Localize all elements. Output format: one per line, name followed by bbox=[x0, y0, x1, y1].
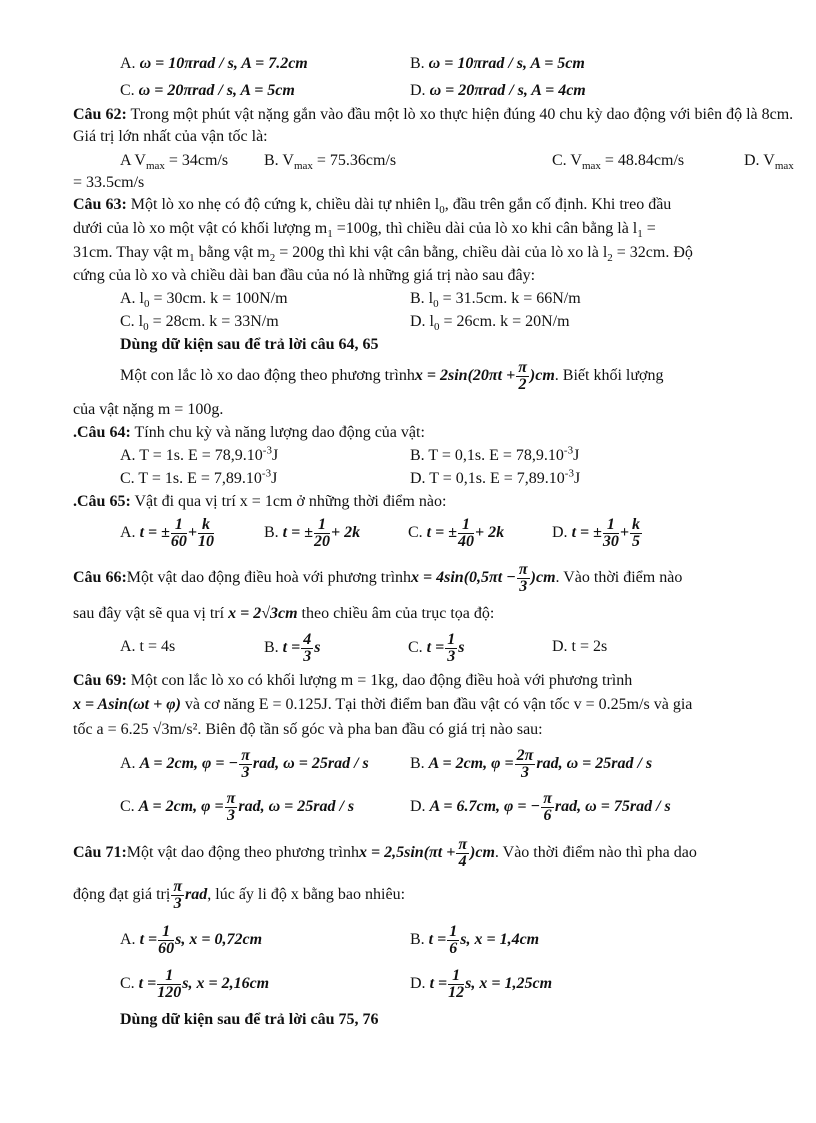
question-63-line3: 31cm. Thay vật $m_1$ bằng vật $m_2 = 200g$ thì khi vật cân bằng, chiều dài của lò xo là $l_2 = 32cm$. Độ bbox=[73, 244, 693, 265]
question-69-line1: Câu 69: Một con lắc lò xo có khối lượng m = 1kg, dao động điều hoà với phương trình bbox=[73, 672, 633, 689]
option-62-c: C. $V_{max} = 48.84cm/s$ bbox=[552, 152, 685, 173]
option-62-d-cont: = 33.5cm/s bbox=[73, 174, 145, 191]
question-66-line1: Câu 66: Một vật dao động điều hoà với phương trình x = 4sin(0,5πt − $\frac{\pi}{3}$ )cm . Vào thời điểm nào bbox=[73, 560, 683, 595]
option-63-b: B. $l_0 = 31.5cm$. k = 66N/m bbox=[410, 290, 581, 311]
option-62-a: A $V_{max} = 34cm/s$ bbox=[120, 152, 229, 173]
option-64-b: B. T = 0,1s. $E = 78,9.10^{-3}J$ bbox=[410, 444, 580, 464]
option-66-a: A. t = 4s bbox=[120, 638, 176, 655]
question-65: .Câu 65: Vật đi qua vị trí x = 1cm ở những thời điểm nào: bbox=[73, 493, 447, 510]
option-69-b: B. A = 2cm, φ = $\frac{2\pi}{3}$ rad, ω = 25rad / s bbox=[410, 746, 653, 781]
data-64-65-line2: của vật nặng m = 100g. bbox=[73, 401, 224, 418]
option-69-a: A. A = 2cm, φ = − $\frac{\pi}{3}$ rad, ω = 25rad / s bbox=[120, 746, 369, 781]
data-64-65-line1: Một con lắc lò xo dao động theo phương trình x = 2sin(20πt + $\frac{\pi}{2}$ )cm . Biết khối lượng bbox=[120, 358, 664, 393]
question-63-line1: Câu 63: Một lò xo nhẹ có độ cứng k, chiều dài tự nhiên $l_0$, đầu trên gắn cố định. Khi treo đầu bbox=[73, 196, 672, 217]
question-71-line1: Câu 71: Một vật dao động theo phương trình x = 2,5sin(πt + $\frac{\pi}{4}$ )cm . Vào thời điểm nào thì pha dao bbox=[73, 835, 697, 870]
question-66-line2: sau đây vật sẽ qua vị trí x = 2√3cm theo chiều âm của trục tọa độ: bbox=[73, 605, 495, 622]
question-69-line2: x = Asin(ωt + φ) và cơ năng E = 0.125J. Tại thời điểm ban đầu vật có vận tốc v = 0.25m/s và gia bbox=[73, 696, 693, 713]
question-64: .Câu 64: Tính chu kỳ và năng lượng dao động của vật: bbox=[73, 424, 425, 441]
data-heading-64-65: Dùng dữ kiện sau để trả lời câu 64, 65 bbox=[120, 336, 379, 353]
option-prev-d: D. ω = 20πrad / s, A = 4cm bbox=[410, 82, 586, 99]
option-prev-a: A. ω = 10πrad / s, A = 7.2cm bbox=[120, 55, 308, 72]
option-65-a: A. t = ± $\frac{1}{60}$ + $\frac{k}{10}$ bbox=[120, 515, 215, 550]
option-prev-c: C. ω = 20πrad / s, A = 5cm bbox=[120, 82, 295, 99]
question-63-line2: dưới của lò xo một vật có khối lượng $m_1 =100g$, thì chiều dài của lò xo khi cân bằng là $l_1$ = bbox=[73, 220, 656, 241]
option-64-c: C. T = 1s. $E = 7,89.10^{-3}J$ bbox=[120, 467, 278, 487]
question-62: Câu 62: Trong một phút vật nặng gắn vào đầu một lò xo thực hiện đúng 40 chu kỳ dao động với biên độ là 8cm. Giá trị lớn nhất của vận tốc là: bbox=[73, 106, 794, 145]
option-64-d: D. T = 0,1s. $E = 7,89.10^{-3}J$ bbox=[410, 467, 581, 487]
option-69-d: D. A = 6.7cm, φ = − $\frac{\pi}{6}$ rad, ω = 75rad / s bbox=[410, 789, 671, 824]
option-71-b: B. t = $\frac{1}{6}$ s, x = 1,4cm bbox=[410, 922, 540, 957]
option-62-d: D. $V_{max}$ bbox=[744, 152, 794, 173]
option-66-d: D. t = 2s bbox=[552, 638, 608, 655]
option-71-d: D. t = $\frac{1}{12}$ s, x = 1,25cm bbox=[410, 966, 553, 1001]
option-63-d: D. $l_0 = 26cm$. k = 20N/m bbox=[410, 313, 570, 334]
option-65-c: C. t = ± $\frac{1}{40}$ + 2k bbox=[408, 515, 505, 550]
option-71-a: A. t = $\frac{1}{60}$ s, x = 0,72cm bbox=[120, 922, 263, 957]
option-63-c: C. $l_0 = 28cm$. k = 33N/m bbox=[120, 313, 279, 334]
option-65-b: B. t = ± $\frac{1}{20}$ + 2k bbox=[264, 515, 361, 550]
data-heading-75-76: Dùng dữ kiện sau để trả lời câu 75, 76 bbox=[120, 1011, 379, 1028]
option-prev-b: B. ω = 10πrad / s, A = 5cm bbox=[410, 55, 585, 72]
question-69-line3: tốc a = 6.25 √3m/s². Biên độ tần số góc và pha ban đầu có giá trị nào sau: bbox=[73, 721, 543, 738]
option-66-b: B. t = $\frac{4}{3}$ s bbox=[264, 630, 321, 665]
option-66-c: C. t = $\frac{1}{3}$ s bbox=[408, 630, 465, 665]
option-64-a: A. T = 1s. $E = 78,9.10^{-3}J$ bbox=[120, 444, 279, 464]
question-71-line2: động đạt giá trị $\frac{\pi}{3}$ rad , lúc ấy li độ x bằng bao nhiêu: bbox=[73, 877, 406, 912]
option-71-c: C. t = $\frac{1}{120}$ s, x = 2,16cm bbox=[120, 966, 270, 1001]
option-62-b: B. $V_{max} = 75.36cm/s$ bbox=[264, 152, 397, 173]
option-65-d: D. t = ± $\frac{1}{30}$ + $\frac{k}{5}$ bbox=[552, 515, 641, 550]
option-69-c: C. A = 2cm, φ = $\frac{\pi}{3}$ rad, ω = 25rad / s bbox=[120, 789, 355, 824]
option-63-a: A. $l_0 = 30cm$. k = 100N/m bbox=[120, 290, 288, 311]
question-63-line4: cứng của lò xo và chiều dài ban đầu của nó là những giá trị nào sau đây: bbox=[73, 267, 536, 284]
